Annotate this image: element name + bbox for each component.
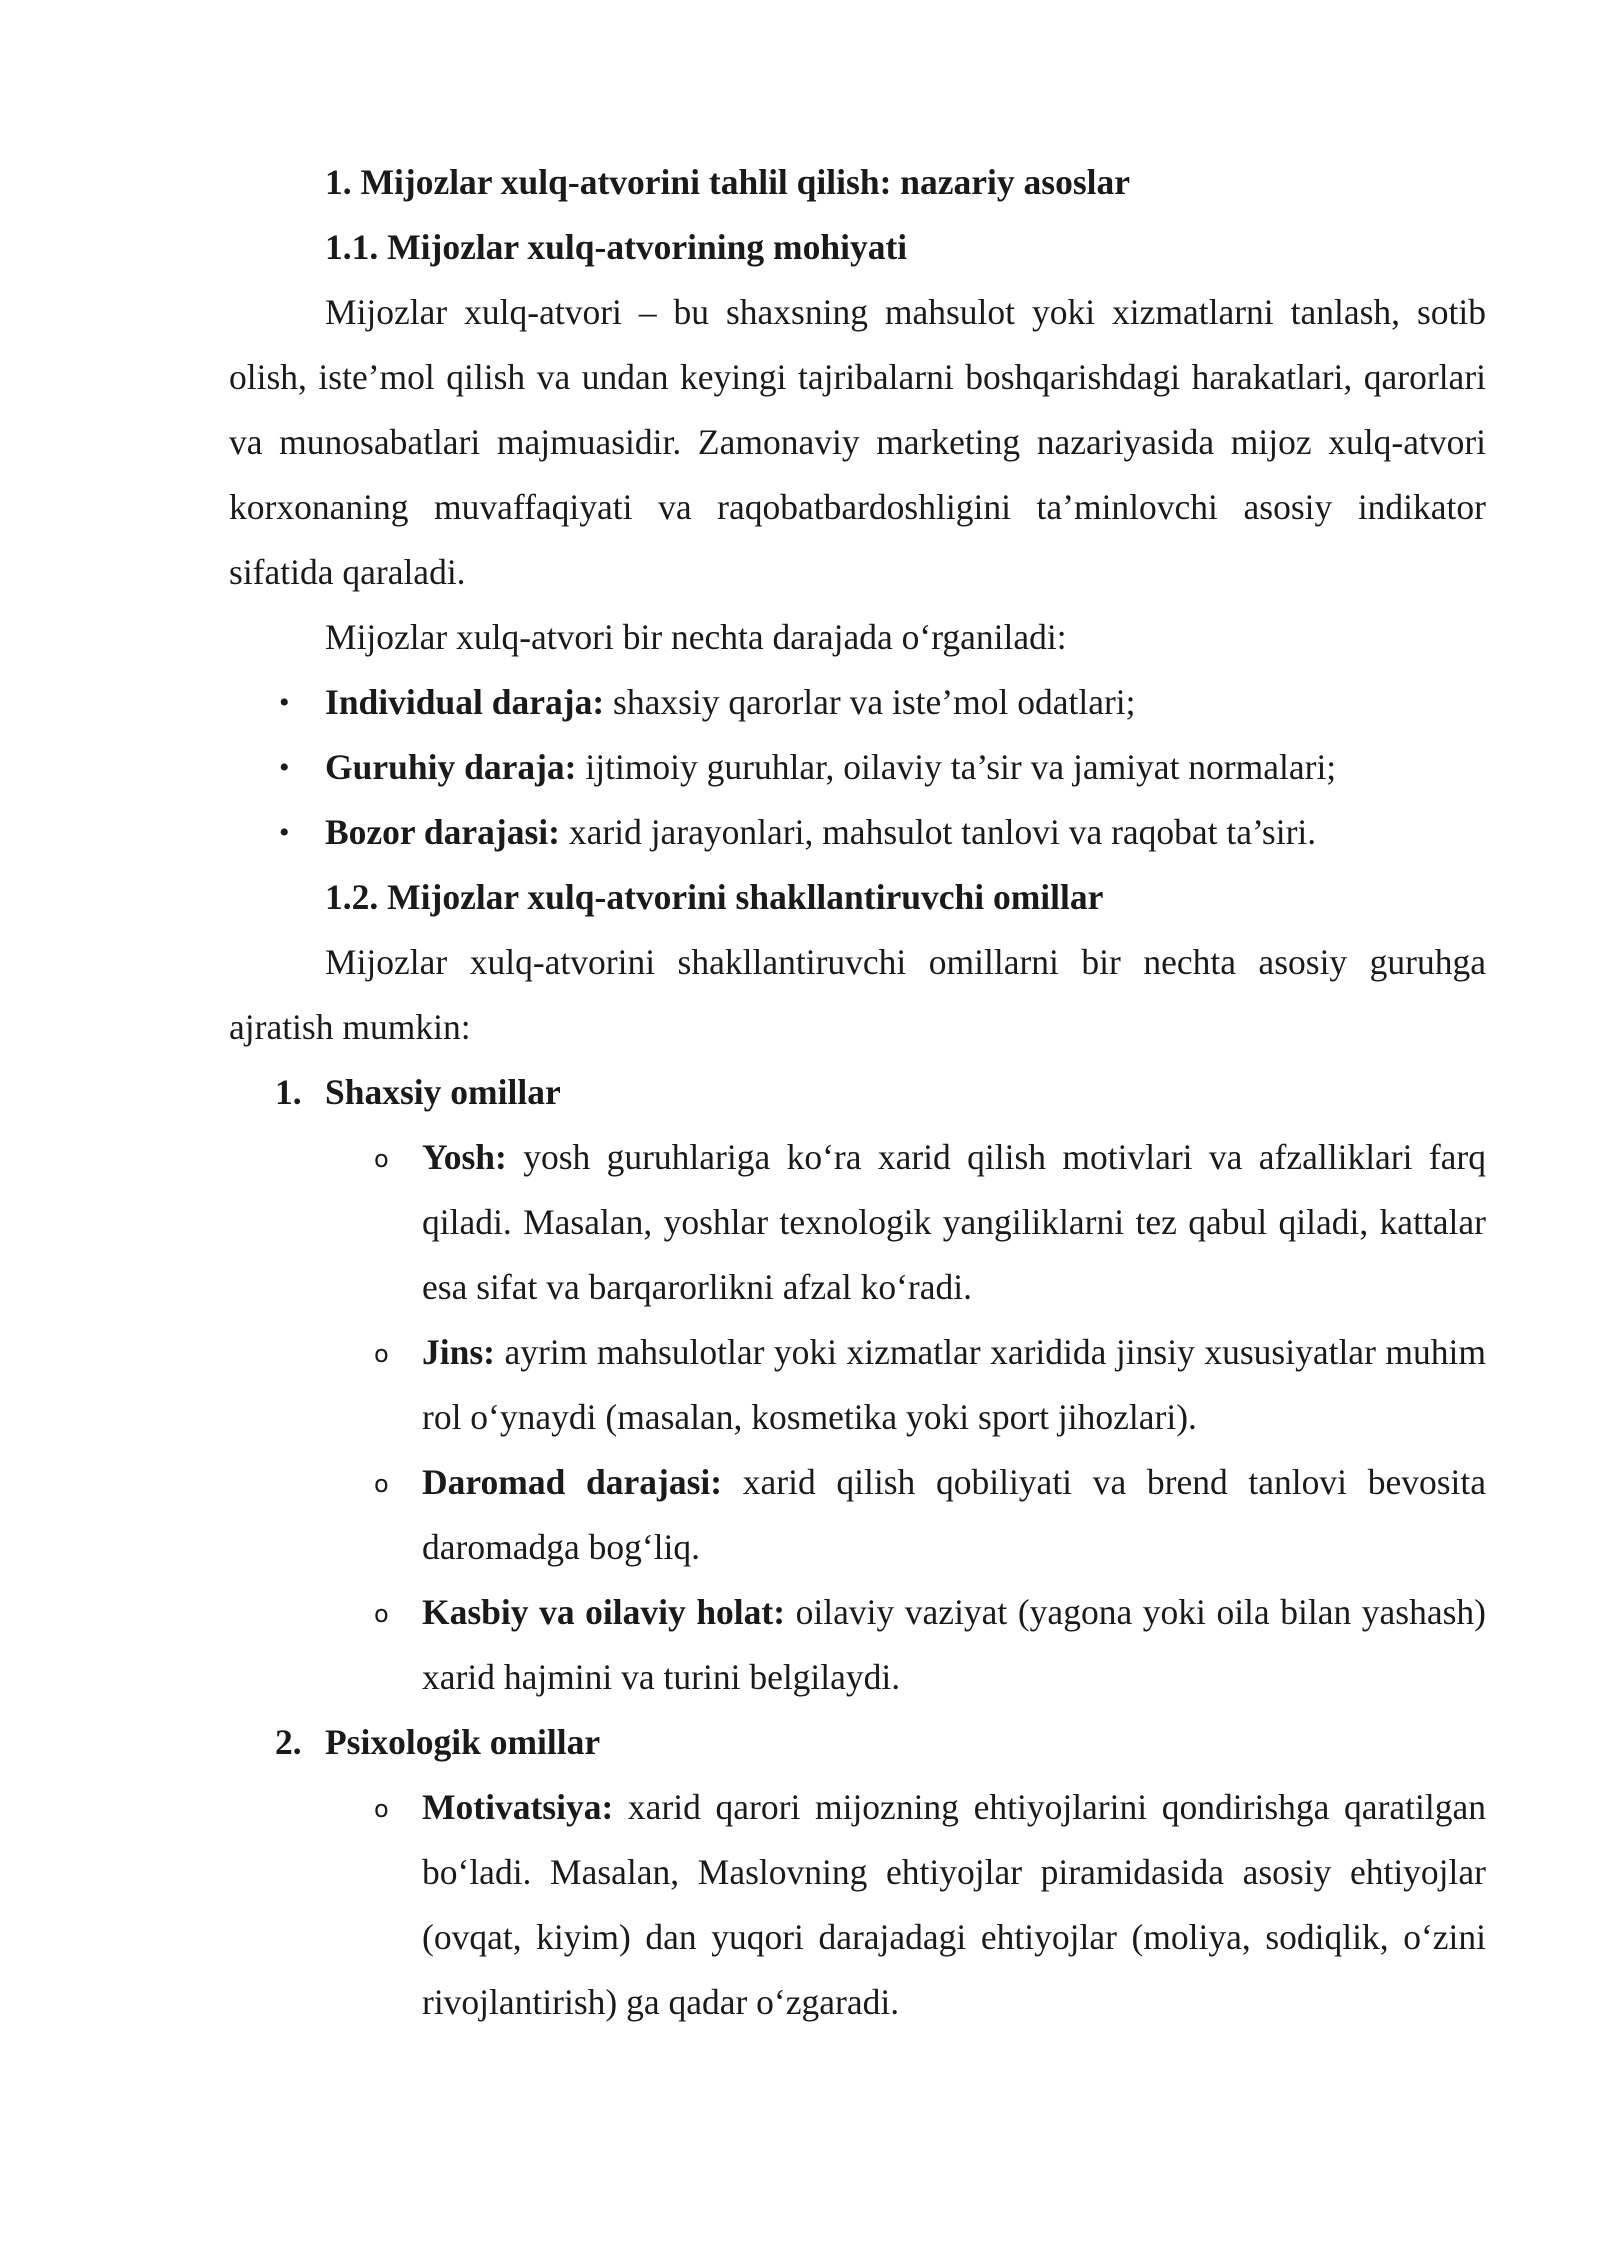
- list-item-term: Guruhiy daraja:: [325, 747, 577, 787]
- sub-item-term: Kasbiy va oilaviy holat:: [422, 1592, 786, 1632]
- factors-list: [229, 1060, 1486, 2035]
- sub-item-text: xarid qilish qobiliyati va brend tanlovi bevosita daromadga bog‘liq.: [422, 1462, 1487, 1567]
- sub-item-text: oilaviy vaziyat (yagona yoki oila bilan yashash) xarid hajmini va turini belgilaydi.: [422, 1592, 1486, 1697]
- sub-item-text: xarid qarori mijozning ehtiyojlarini qondirishga qaratilgan bo‘ladi. Masalan, Maslovning ehtiyojlar piramidasida asosiy ehtiyojlar (ovqat, kiyim) dan yuqori darajadagi ehtiyojlar (moliya, sodiqlik, o‘zini rivojlantirish) ga qadar o‘zgaradi.: [422, 1787, 1486, 2022]
- sub-list-item: [229, 1450, 1486, 1580]
- circle-bullet-icon: o: [374, 1795, 389, 1823]
- factor-group-title: [229, 1710, 1486, 1775]
- list-number: 2.: [275, 1722, 302, 1762]
- list-item-term: Bozor darajasi:: [325, 812, 560, 852]
- sub-list-item: [229, 1125, 1486, 1320]
- sub-list-item: [229, 1580, 1486, 1710]
- list-item: [229, 670, 1486, 735]
- list-item: [229, 800, 1486, 865]
- section-heading-1: 1. Mijozlar xulq-atvorini tahlil qilish: nazariy asoslar: [325, 162, 1131, 202]
- list-item-term: Individual daraja:: [325, 682, 605, 722]
- bullet-icon: •: [279, 751, 290, 784]
- factor-group: [229, 1710, 1486, 2035]
- circle-bullet-icon: o: [374, 1340, 389, 1368]
- paragraph-levels-intro: Mijozlar xulq-atvori bir nechta darajada o‘rganiladi:: [325, 617, 1067, 657]
- factor-group: [229, 1060, 1486, 1710]
- list-item-text: xarid jarayonlari, mahsulot tanlovi va raqobat ta’siri.: [560, 812, 1317, 852]
- circle-bullet-icon: o: [374, 1470, 389, 1498]
- factor-sublist: [229, 1125, 1486, 1710]
- list-number: 1.: [275, 1072, 302, 1112]
- sub-item-text: ayrim mahsulotlar yoki xizmatlar xaridida jinsiy xususiyatlar muhim rol o‘ynaydi (masalan, kosmetika yoki sport jihozlari).: [422, 1332, 1486, 1437]
- sub-item-term: Motivatsiya:: [422, 1787, 614, 1827]
- list-item-text: ijtimoiy guruhlar, oilaviy ta’sir va jamiyat normalari;: [576, 747, 1337, 787]
- sub-item-term: Jins:: [422, 1332, 495, 1372]
- factor-sublist: [229, 1775, 1486, 2035]
- subsection-heading-1-1: 1.1. Mijozlar xulq-atvorining mohiyati: [325, 227, 908, 267]
- levels-list: [229, 670, 1486, 865]
- list-item: [229, 735, 1486, 800]
- sub-item-term: Yosh:: [422, 1137, 507, 1177]
- sub-item-text: yosh guruhlariga ko‘ra xarid qilish motivlari va afzalliklari farq qiladi. Masalan, yoshlar texnologik yangiliklarni tez qabul qiladi, kattalar esa sifat va barqarorlikni afzal ko‘radi.: [422, 1137, 1486, 1307]
- subsection-heading-1-2: 1.2. Mijozlar xulq-atvorini shakllantiruvchi omillar: [325, 877, 1104, 917]
- circle-bullet-icon: o: [374, 1145, 389, 1173]
- bullet-icon: •: [279, 686, 290, 719]
- factor-group-title: [229, 1060, 1486, 1125]
- sub-item-term: Daromad darajasi:: [422, 1462, 723, 1502]
- circle-bullet-icon: o: [374, 1600, 389, 1628]
- sub-list-item: [229, 1320, 1486, 1450]
- paragraph-factors-intro: Mijozlar xulq-atvorini shakllantiruvchi omillarni bir nechta asosiy guruhga ajratish mumkin:: [229, 942, 1486, 1047]
- factor-title-text: Psixologik omillar: [325, 1722, 601, 1762]
- factor-title-text: Shaxsiy omillar: [325, 1072, 561, 1112]
- paragraph-definition: Mijozlar xulq-atvori – bu shaxsning mahsulot yoki xizmatlarni tanlash, sotib olish, iste’mol qilish va undan keyingi tajribalarni boshqarishdagi harakatlari, qarorlari va munosabatlari majmuasidir. Zamonaviy marketing nazariyasida mijoz xulq-atvori korxonaning muvaffaqiyati va raqobatbardoshligini ta’minlovchi asosiy indikator sifatida qaraladi.: [229, 292, 1486, 592]
- bullet-icon: •: [279, 816, 290, 849]
- list-item-text: shaxsiy qarorlar va iste’mol odatlari;: [604, 682, 1136, 722]
- sub-list-item: [229, 1775, 1486, 2035]
